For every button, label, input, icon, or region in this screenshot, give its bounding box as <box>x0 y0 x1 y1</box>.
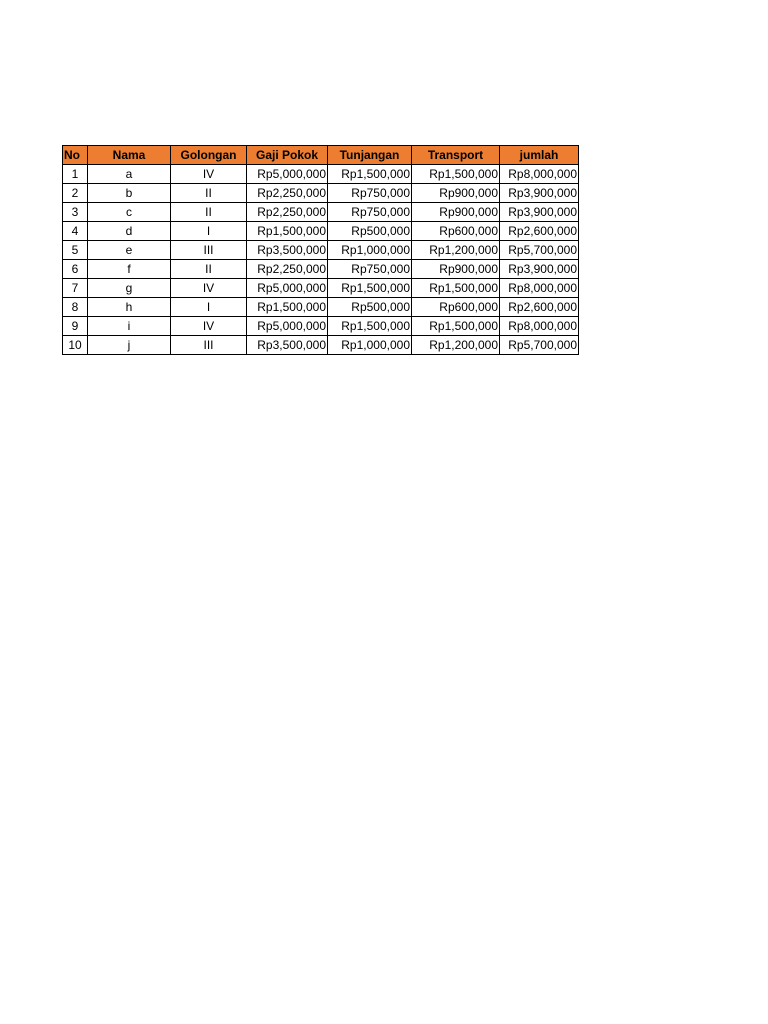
cell-nama: c <box>88 203 171 222</box>
table-row <box>63 241 579 260</box>
table-row <box>63 203 579 222</box>
cell-no: 7 <box>63 279 88 298</box>
cell-no: 5 <box>63 241 88 260</box>
cell-gaji-pokok: Rp1,500,000 <box>247 298 328 317</box>
cell-gaji-pokok: Rp5,000,000 <box>247 279 328 298</box>
table-row <box>63 260 579 279</box>
cell-jumlah: Rp8,000,000 <box>500 165 579 184</box>
cell-nama: e <box>88 241 171 260</box>
cell-golongan: IV <box>171 279 247 298</box>
cell-jumlah: Rp3,900,000 <box>500 184 579 203</box>
cell-tunjangan: Rp1,500,000 <box>328 165 412 184</box>
cell-transport: Rp1,500,000 <box>412 317 500 336</box>
header-cell-jumlah: jumlah <box>500 146 579 165</box>
spreadsheet-area <box>62 145 579 355</box>
cell-no: 6 <box>63 260 88 279</box>
cell-nama: g <box>88 279 171 298</box>
cell-golongan: III <box>171 241 247 260</box>
header-cell-tunjangan: Tunjangan <box>328 146 412 165</box>
cell-golongan: IV <box>171 165 247 184</box>
cell-nama: i <box>88 317 171 336</box>
cell-tunjangan: Rp1,500,000 <box>328 279 412 298</box>
cell-golongan: II <box>171 260 247 279</box>
cell-transport: Rp1,200,000 <box>412 241 500 260</box>
cell-gaji-pokok: Rp3,500,000 <box>247 336 328 355</box>
cell-jumlah: Rp5,700,000 <box>500 336 579 355</box>
cell-transport: Rp600,000 <box>412 298 500 317</box>
cell-transport: Rp1,200,000 <box>412 336 500 355</box>
table-row <box>63 336 579 355</box>
cell-transport: Rp900,000 <box>412 203 500 222</box>
cell-transport: Rp600,000 <box>412 222 500 241</box>
cell-tunjangan: Rp750,000 <box>328 203 412 222</box>
cell-transport: Rp1,500,000 <box>412 165 500 184</box>
cell-transport: Rp900,000 <box>412 184 500 203</box>
table-row <box>63 298 579 317</box>
cell-jumlah: Rp2,600,000 <box>500 222 579 241</box>
cell-jumlah: Rp5,700,000 <box>500 241 579 260</box>
cell-nama: j <box>88 336 171 355</box>
cell-golongan: III <box>171 336 247 355</box>
cell-nama: d <box>88 222 171 241</box>
cell-gaji-pokok: Rp5,000,000 <box>247 317 328 336</box>
table-row <box>63 279 579 298</box>
cell-tunjangan: Rp500,000 <box>328 298 412 317</box>
cell-tunjangan: Rp1,500,000 <box>328 317 412 336</box>
cell-jumlah: Rp3,900,000 <box>500 203 579 222</box>
salary-table <box>62 145 579 355</box>
cell-golongan: I <box>171 222 247 241</box>
cell-gaji-pokok: Rp3,500,000 <box>247 241 328 260</box>
header-cell-no: No <box>63 146 88 165</box>
header-row <box>63 146 579 165</box>
cell-gaji-pokok: Rp1,500,000 <box>247 222 328 241</box>
cell-nama: b <box>88 184 171 203</box>
cell-no: 1 <box>63 165 88 184</box>
cell-tunjangan: Rp750,000 <box>328 260 412 279</box>
cell-gaji-pokok: Rp2,250,000 <box>247 203 328 222</box>
cell-tunjangan: Rp1,000,000 <box>328 241 412 260</box>
cell-jumlah: Rp8,000,000 <box>500 317 579 336</box>
table-row <box>63 222 579 241</box>
cell-gaji-pokok: Rp2,250,000 <box>247 184 328 203</box>
cell-tunjangan: Rp750,000 <box>328 184 412 203</box>
cell-no: 3 <box>63 203 88 222</box>
cell-tunjangan: Rp500,000 <box>328 222 412 241</box>
cell-transport: Rp900,000 <box>412 260 500 279</box>
cell-golongan: I <box>171 298 247 317</box>
cell-nama: h <box>88 298 171 317</box>
header-cell-transport: Transport <box>412 146 500 165</box>
cell-jumlah: Rp8,000,000 <box>500 279 579 298</box>
cell-no: 9 <box>63 317 88 336</box>
cell-no: 2 <box>63 184 88 203</box>
header-cell-nama: Nama <box>88 146 171 165</box>
cell-jumlah: Rp2,600,000 <box>500 298 579 317</box>
cell-golongan: II <box>171 203 247 222</box>
cell-tunjangan: Rp1,000,000 <box>328 336 412 355</box>
cell-golongan: IV <box>171 317 247 336</box>
cell-no: 10 <box>63 336 88 355</box>
cell-nama: f <box>88 260 171 279</box>
table-row <box>63 184 579 203</box>
header-cell-golongan: Golongan <box>171 146 247 165</box>
cell-jumlah: Rp3,900,000 <box>500 260 579 279</box>
cell-golongan: II <box>171 184 247 203</box>
cell-gaji-pokok: Rp5,000,000 <box>247 165 328 184</box>
cell-transport: Rp1,500,000 <box>412 279 500 298</box>
cell-nama: a <box>88 165 171 184</box>
cell-no: 8 <box>63 298 88 317</box>
table-row <box>63 165 579 184</box>
cell-gaji-pokok: Rp2,250,000 <box>247 260 328 279</box>
cell-no: 4 <box>63 222 88 241</box>
table-row <box>63 317 579 336</box>
header-cell-gaji-pokok: Gaji Pokok <box>247 146 328 165</box>
